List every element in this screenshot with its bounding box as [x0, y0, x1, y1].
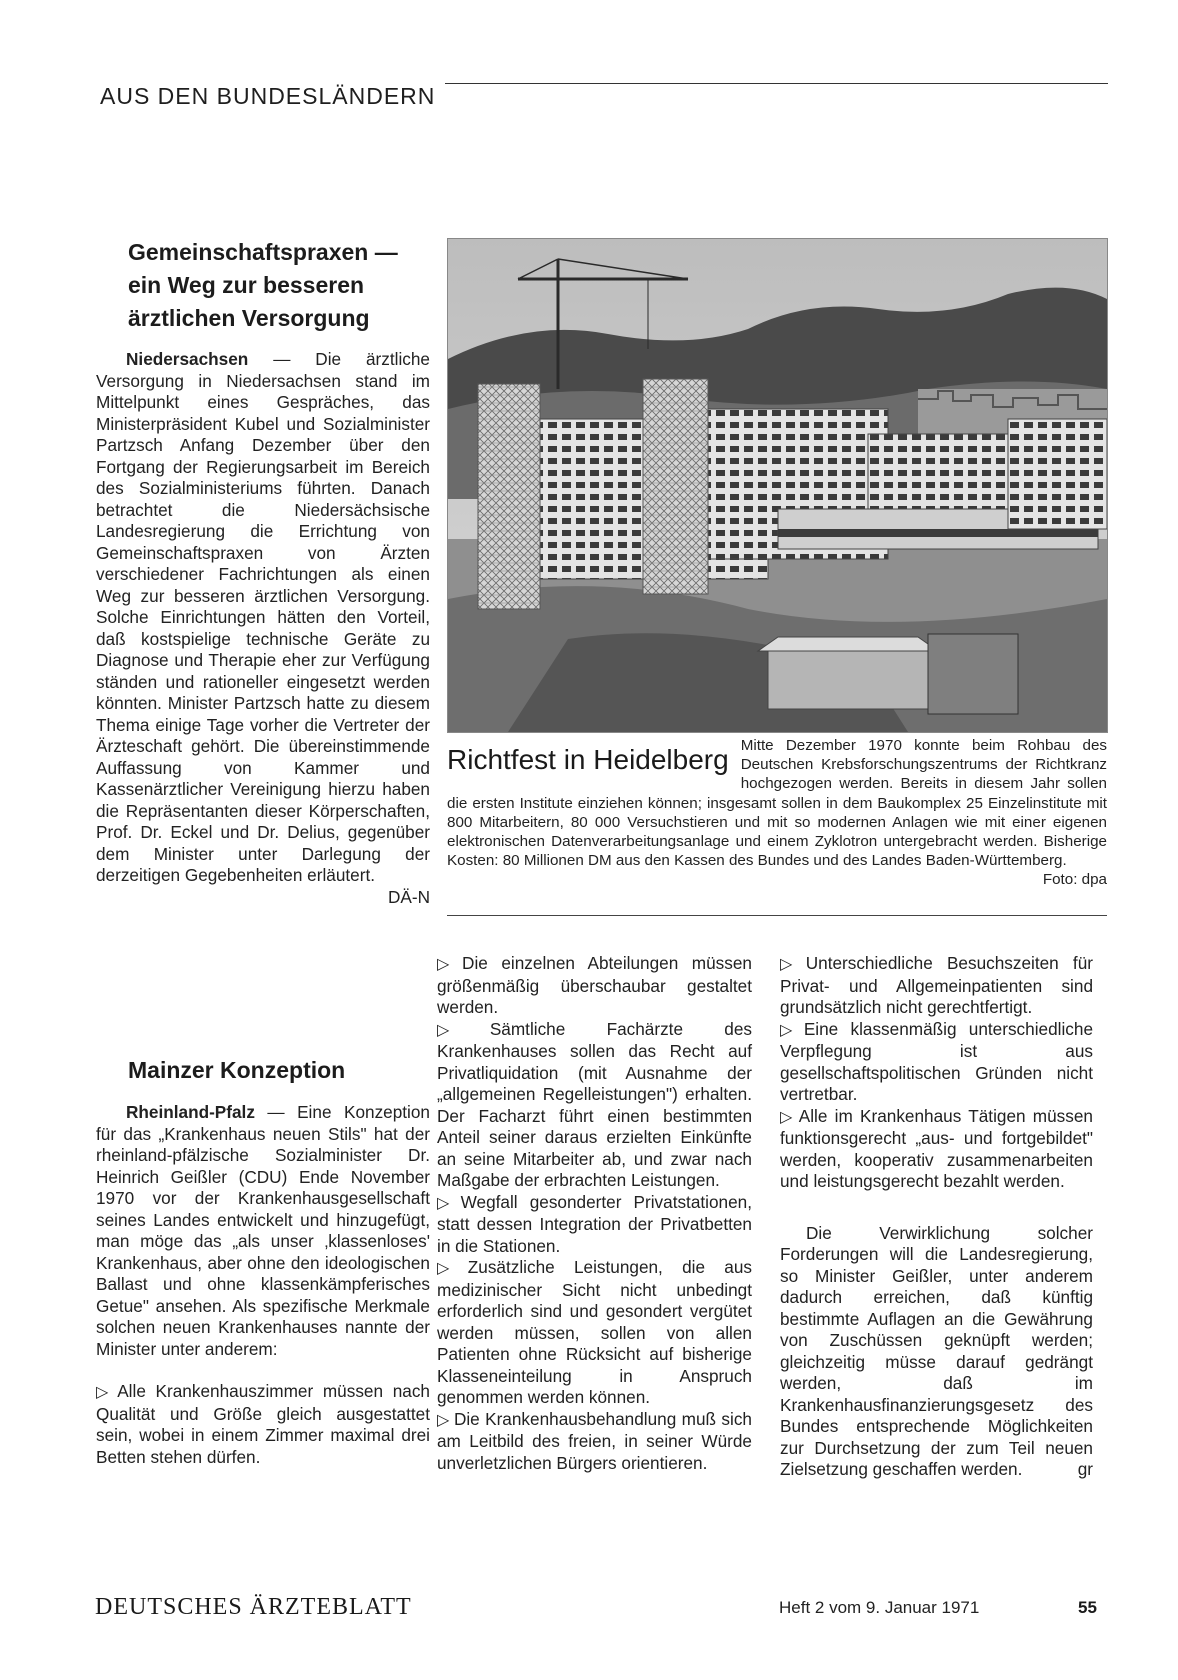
- bullet-item: ▷ Zusätzliche Leistungen, die aus medizinischer Sicht nicht unbedingt erforderlich sind und gesondert vergütet werden müssen, sollen von allen Patienten ohne Rücksicht auf bisherige Klasseneinteilung in Anspruch genommen werden können.: [437, 1257, 752, 1407]
- article2-headline: Mainzer Konzeption: [128, 1057, 346, 1083]
- bullet-item: ▷ Alle Krankenhauszimmer müssen nach Qualität und Größe gleich ausgestattet sein, wobei in einem Zimmer maximal drei Betten stehen dürfen.: [96, 1381, 430, 1467]
- article1-body: [96, 349, 430, 908]
- photo-caption: [447, 736, 1107, 890]
- article1-headline: [128, 236, 428, 335]
- article2-column-3: [780, 953, 1093, 1481]
- bullet-item: ▷ Die Krankenhausbehandlung muß sich am Leitbild des freien, in seiner Würde unverletzlichen Bürgers orientieren.: [437, 1408, 752, 1473]
- bullet-item: ▷ Wegfall gesonderter Privatstationen, statt dessen Integration der Privatbetten in die Stationen.: [437, 1191, 752, 1256]
- article2-lead: Rheinland-Pfalz: [126, 1102, 255, 1122]
- photo-heidelberg-construction: [447, 238, 1108, 733]
- article2-column-1: [96, 1102, 430, 1468]
- bullet-item: ▷ Sämtliche Fachärzte des Krankenhauses sollen das Recht auf Privatliquidation (mit Ausnahme der „allgemeinen Regelleistungen") erhalten. Der Facharzt führt einen bestimmten Anteil seiner daraus erzielten Einkünfte an seine Mitarbeiter ab, und zwar nach Maßgabe der erbrachten Leistungen.: [437, 1018, 752, 1190]
- article1-lead: Niedersachsen: [126, 349, 249, 369]
- bullet-item: ▷ Unterschiedliche Besuchszeiten für Privat- und Allgemeinpatienten sind grundsätzlich nicht gerechtfertigt.: [780, 953, 1093, 1017]
- caption-text: Mitte Dezember 1970 konnte beim Rohbau des Deutschen Krebsforschungszentrums der Richtkranz hochgezogen werden. Bereits in diesem Jahr sollen die ersten Institute einziehen können; insgesamt sollen in dem Baukomplex 25 Einzelinstitute mit 800 Mitarbeitern, 80 000 Versuchstieren und mit so modernen Anlagen wie mit einer eigenen elektronischen Datenverarbeitungsanlage und einem Zyklotron untergebracht werden. Bisherige Kosten: 80 Millionen DM aus den Kassen des Bundes und des Landes Baden-Württemberg.: [447, 737, 1107, 870]
- article2-signature: gr: [1077, 1459, 1093, 1479]
- triangle-bullet-icon: ▷: [437, 1194, 457, 1212]
- article2-column-2: [437, 953, 752, 1474]
- bullet-item: ▷ Alle im Krankenhaus Tätigen müssen funktionsgerecht „aus- und fortgebildet" werden, kooperativ zusammenarbeiten und leistungsgerecht bezahlt werden.: [780, 1105, 1093, 1191]
- triangle-bullet-icon: ▷: [437, 1260, 464, 1277]
- triangle-bullet-icon: ▷: [96, 1384, 114, 1401]
- triangle-bullet-icon: ▷: [780, 1021, 800, 1039]
- triangle-bullet-icon: ▷: [780, 956, 802, 973]
- bullet-item: ▷ Eine klassenmäßig unterschiedliche Verpflegung ist aus gesellschaftspolitischen Gründen nicht vertretbar.: [780, 1018, 1093, 1104]
- article2-text: — Eine Konzeption für das „Krankenhaus neuen Stils" hat der rheinland-pfälzische Sozialminister Dr. Heinrich Geißler (CDU) Ende November 1970 vor der Krankenhausgesellschaft seines Landes entwickelt und hinzugefügt, man möge das „als unser ‚klassenloses' Krankenhaus, aber ohne den ideologischen Ballast und ohne klassenkämpferisches Getue" ansehen. Als spezifische Merkmale solchen neuen Krankenhauses nannte der Minister unter anderem:: [96, 1102, 430, 1359]
- triangle-bullet-icon: ▷: [437, 1411, 450, 1429]
- caption-title: Richtfest in Heidelberg: [447, 744, 729, 775]
- section-header: [100, 68, 1108, 108]
- bullet-item: ▷ Die einzelnen Abteilungen müssen größenmäßig überschaubar gestaltet werden.: [437, 953, 752, 1017]
- photo-credit: Foto: dpa: [1042, 871, 1107, 889]
- article1-headline-line2: ein Weg zur besseren: [128, 272, 365, 298]
- triangle-bullet-icon: ▷: [437, 956, 459, 973]
- header-rule: [445, 83, 1108, 84]
- triangle-bullet-icon: ▷: [437, 1021, 486, 1039]
- article1-text: — Die ärztliche Versorgung in Niedersachsen stand im Mittelpunkt eines Gespräches, das Ministerpräsident Kubel und Sozialminister Partzsch Anfang Dezember über den Fortgang der Regierungsarbeit im Bereich des Sozialministeriums führten. Danach betrachtet die Niedersächsische Landesregierung die Errichtung von Gemeinschaftspraxen von Ärzten verschiedener Fachrichtungen als einen Weg zur besseren ärztlichen Versorgung. Solche Einrichtungen hätten den Vorteil, daß kostspielige technische Geräte zu Diagnose und Therapie eher zur Verfügung ständen und rationeller eingesetzt werden könnten. Minister Partzsch hatte zu diesem Thema einige Tage vorher die Vertreter der Ärzteschaft gehört. Die übereinstimmende Auffassung von Kammer und Kassenärztlicher Vereinigung hierzu haben die Repräsentanten dieser Körperschaften, Prof. Dr. Eckel und Dr. Delius, gegenüber dem Minister unter Darlegung der derzeitigen Gegebenheiten erläutert.: [96, 349, 430, 885]
- article1-signature: DÄ-N: [387, 886, 430, 907]
- section-title: AUS DEN BUNDESLÄNDERN: [100, 83, 436, 109]
- page-number: 55: [1078, 1598, 1097, 1617]
- closing-paragraph: Die Verwirklichung solcher Forderungen will die Landesregierung, so Minister Geißler, unter anderem dadurch erreichen, daß künftig bestimmte Auflagen an die Gewährung von Zuschüssen geknüpft werden; gleichzeitig müsse darauf gedrängt werden, daß im Krankenhausfinanzierungsgesetz des Bundes entsprechende Möglichkeiten zur Durchsetzung der zum Teil neuen Zielsetzung geschaffen werden. gr: [780, 1222, 1093, 1479]
- article1-headline-line1: Gemeinschaftspraxen —: [128, 239, 398, 265]
- triangle-bullet-icon: ▷: [780, 1108, 795, 1126]
- issue-info: Heft 2 vom 9. Januar 1971: [779, 1598, 980, 1617]
- caption-rule: [447, 915, 1107, 916]
- article1-headline-line3: ärztlichen Versorgung: [128, 305, 370, 331]
- journal-name: DEUTSCHES ÄRZTEBLATT: [95, 1594, 412, 1620]
